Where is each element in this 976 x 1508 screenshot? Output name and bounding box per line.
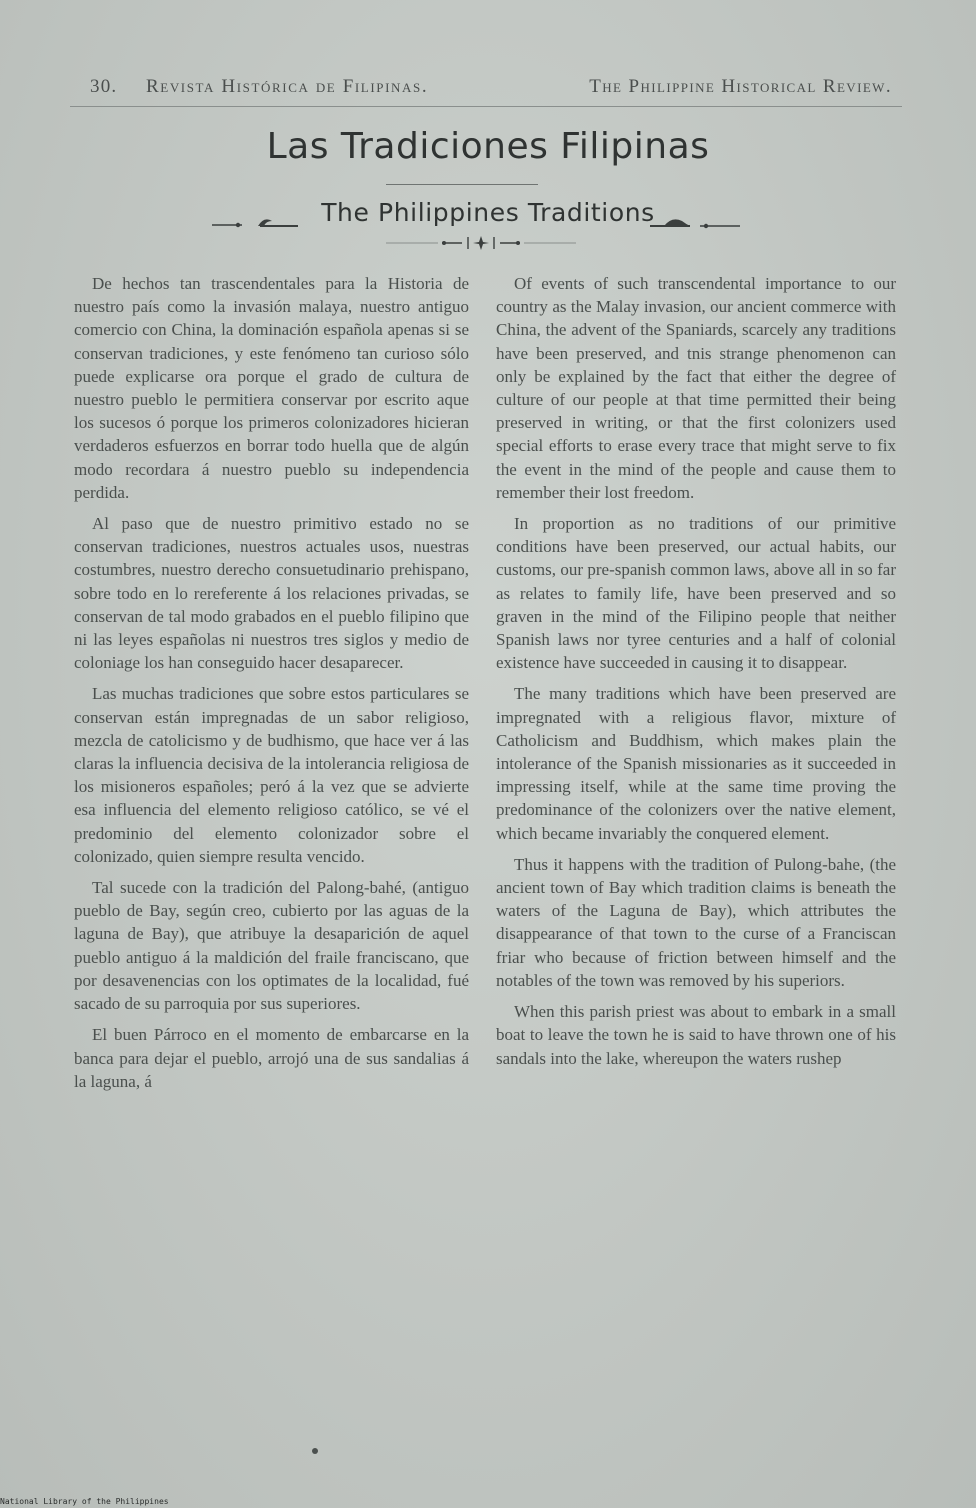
spanish-column — [74, 272, 469, 1101]
english-paragraph: In proportion as no traditions of our primitive conditions have been preserved, our actual habits, our customs, our pre-spanish common laws, above all in so far as relates to family life, have been preserved and so graven in the mind of the Filipino people that neither Spanish laws nor tyree centuries and a half of colonial existence have succeeded in causing it to disappear. — [496, 514, 896, 673]
fleuron-ornament-icon — [386, 234, 576, 252]
spanish-paragraph: De hechos tan trascendentales para la Historia de nuestro país como la invasión malaya, nuestro antiguo comercio con China, la dominación española apenas si se conservan tradiciones, y este fenómeno tan curioso sólo puede explicarse ora porque el grado de cultura de nuestro pueblo le permitiera conservar por escrito aque los sucesos ó porque los primeros colonizadores hicieran verdaderos esfuerzos en borrar todo huella que de algún modo recordara á nuestro pueblo su independencia perdida. — [74, 274, 469, 502]
spanish-paragraph: Las muchas tradiciones que sobre estos particulares se conservan están impregnadas de un sabor religioso, mezcla de catolicismo y de budhismo, que hace ver á las claras la influencia decisiva de la intolerancia religiosa de los misioneros españoles; peró á la vez que se advierte esa influencia del elemento religioso católico, se vé el predominio del elemento colonizador sobre el colonizado, quien siempre resulta vencido. — [74, 684, 469, 866]
right-ornament-icon — [650, 212, 740, 232]
library-credit: National Library of the Philippines — [0, 1497, 169, 1506]
english-paragraph: The many traditions which have been preserved are impregnated with a religious flavor, mixture of Catholicism and Buddhism, which makes plain the intolerance of the Spanish missionaries as it succeeded in impressing itself, while at the same time proving the predominance of the colonizers over the native element, which became invariably the conquered element. — [496, 684, 896, 843]
running-header — [70, 72, 902, 104]
ink-dot — [312, 1448, 318, 1454]
spanish-paragraph: Tal sucede con la tradición del Palong-bahé, (antiguo pueblo de Bay, según creo, cubierto por las aguas de la laguna de Bay), que atribuye la desaparición de aquel pueblo antiguo á la maldición del fraile franciscano, que por desavenencias con los optimates de la localidad, fué sacado de su parroquia por sus superiores. — [74, 878, 469, 1014]
title-rule — [386, 184, 538, 185]
english-paragraph: When this parish priest was about to embark in a small boat to leave the town he is said to have thrown one of his sandals into the lake, whereupon the waters rushep — [496, 1002, 896, 1068]
page-number: 30. — [90, 76, 118, 97]
spanish-paragraph: Al paso que de nuestro primitivo estado no se conservan tradiciones, nuestros actuales usos, nuestras costumbres, nuestro derecho consuetudinario prehispano, sobre todo en lo rereferente á los relaciones privadas, se conservan de tal modo grabados en el pueblo filipino que ni las leyes españolas ni nuestros tres siglos y medio de coloniage los han conseguido hacer desaparecer. — [74, 514, 469, 673]
english-column — [496, 272, 896, 1078]
spanish-paragraph: El buen Párroco en el momento de embarcarse en la banca para dejar el pueblo, arrojó una de sus sandalias á la laguna, á — [74, 1025, 469, 1091]
header-rule — [70, 106, 902, 107]
journal-title-spanish: Revista Histórica de Filipinas. — [146, 76, 429, 97]
english-paragraph: Thus it happens with the tradition of Pulong-bahe, (the ancient town of Bay which tradition claims is beneath the waters of the Laguna de Bay), which attributes the disappearance of that town to the curse of a Franciscan friar who because of friction between himself and the notables of the town was removed by his superiors. — [496, 854, 896, 990]
article-title: Las Tradiciones Filipinas — [266, 126, 710, 167]
english-paragraph: Of events of such transcendental importance to our country as the Malay invasion, our ancient commerce with China, the advent of the Spaniards, scarcely any traditions have been preserved, and tnis strange phenomenon can only be explained by the fact that either the degree of culture of our people at that time permitted their being preserved in writing, or that the first colonizers used special efforts to erase every trace that might serve to fix the event in the mind of the people and cause them to remember their lost freedom. — [496, 274, 896, 502]
article-subtitle: The Philippines Traditions — [321, 198, 655, 227]
journal-title-english: The Philippine Historical Review. — [589, 76, 892, 97]
